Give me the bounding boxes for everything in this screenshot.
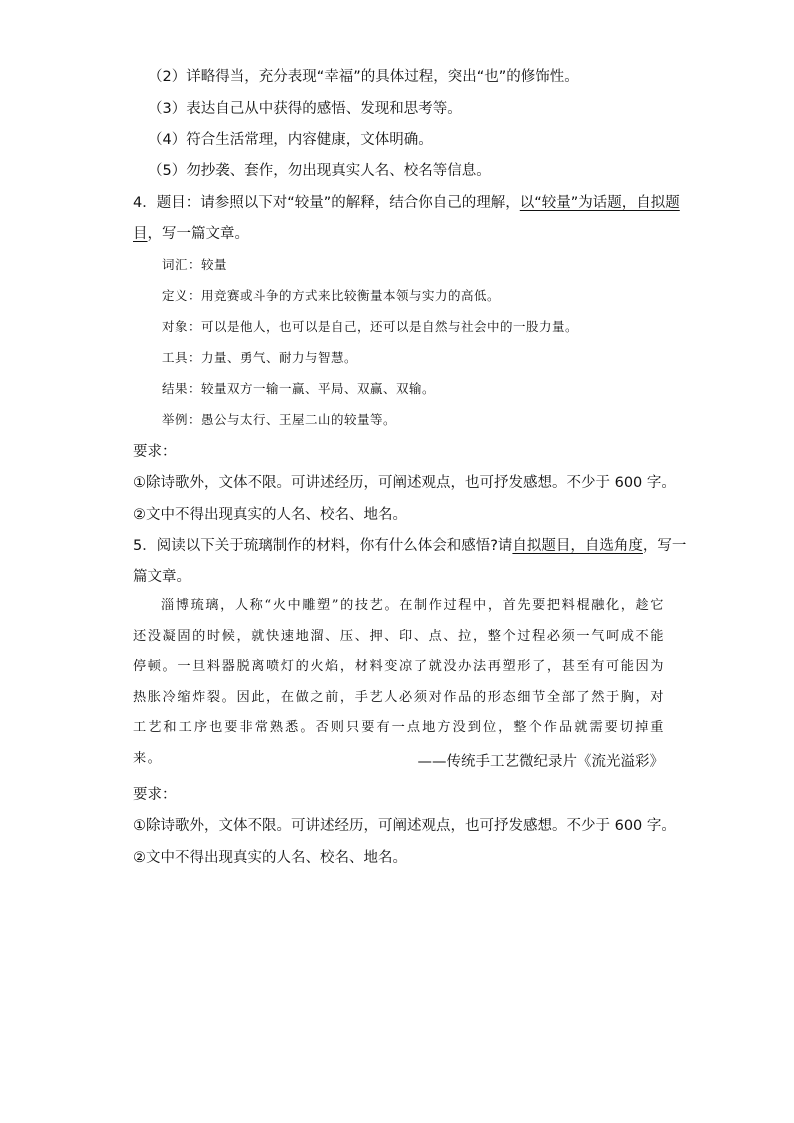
q4-prompt-underlined-end: 目 xyxy=(133,226,148,242)
q3-requirement-2: （2）详略得当，充分表现“幸福”的具体过程，突出“也”的修饰性。 xyxy=(148,69,579,85)
q5-prompt-underlined: 自拟题目，自选角度 xyxy=(512,538,643,554)
q5-prompt-line-2: 篇文章。 xyxy=(133,569,191,585)
q4-definition-example: 举例：愚公与太行、王屋二山的较量等。 xyxy=(162,412,397,427)
q3-requirement-4: （4）符合生活常理，内容健康，文体明确。 xyxy=(148,132,433,148)
q4-prompt-underlined: 以“较量”为话题，自拟题 xyxy=(519,195,680,211)
q5-prompt-line-1 xyxy=(133,536,686,556)
q4-prompt-line-1 xyxy=(133,193,680,213)
q5-requirement-1: ①除诗歌外，文体不限。可讲述经历，可阐述观点，也可抒发感想。不少于 600 字。 xyxy=(133,818,676,834)
q4-requirements-title: 要求： xyxy=(133,444,177,460)
q4-requirement-1: ①除诗歌外，文体不限。可讲述经历，可阐述观点，也可抒发感想。不少于 600 字。 xyxy=(133,475,676,491)
q4-definition-word: 词汇：较量 xyxy=(162,257,228,272)
q3-requirement-5: （5）勿抄袭、套作，勿出现真实人名、校名等信息。 xyxy=(148,163,491,179)
q5-requirements-title: 要求： xyxy=(133,787,177,803)
q4-prompt-text: 4．题目：请参照以下对“较量”的解释，结合你自己的理解， xyxy=(133,195,520,211)
q5-prompt-text: 5．阅读以下关于琉璃制作的材料，你有什么体会和感悟?请 xyxy=(133,538,513,554)
q3-requirement-3: （3）表达自己从中获得的感悟、发现和思考等。 xyxy=(148,101,462,117)
q5-material-source: ——传统手工艺微纪录片《流光溢彩》 xyxy=(417,754,664,770)
q5-prompt-tail: ，写一 xyxy=(642,538,687,554)
q5-requirement-2: ②文中不得出现真实的人名、校名、地名。 xyxy=(133,850,407,866)
q4-requirement-2: ②文中不得出现真实的人名、校名、地名。 xyxy=(133,507,407,523)
q4-definition-tools: 工具：力量、勇气、耐力与智慧。 xyxy=(162,350,358,365)
q4-definition-meaning: 定义：用竞赛或斗争的方式来比较衡量本领与实力的高低。 xyxy=(162,288,501,303)
q4-prompt-line-2 xyxy=(133,224,249,244)
q4-definition-result: 结果：较量双方一输一赢、平局、双赢、双输。 xyxy=(162,381,436,396)
q5-material-paragraph: 淄博琉璃，人称“火中雕塑”的技艺。在制作过程中，首先要把料棍融化，趁它还没凝固的时候，就快速地溜、压、押、印、点、拉，整个过程必须一气呵成不能停顿。一旦料器脱离喷灯的火焰，材料变凉了就没办法再塑形了，甚至有可能因为热胀冷缩炸裂。因此，在做之前，手艺人必须对作品的形态细节全部了然于胸，对工艺和工序也要非常熟悉。否则只要有一点地方没到位，整个作品就需要切掉重来。 xyxy=(133,598,665,766)
q4-definition-object: 对象：可以是他人，也可以是自己，还可以是自然与社会中的一股力量。 xyxy=(162,319,579,334)
q4-prompt-tail: ，写一篇文章。 xyxy=(147,226,249,242)
